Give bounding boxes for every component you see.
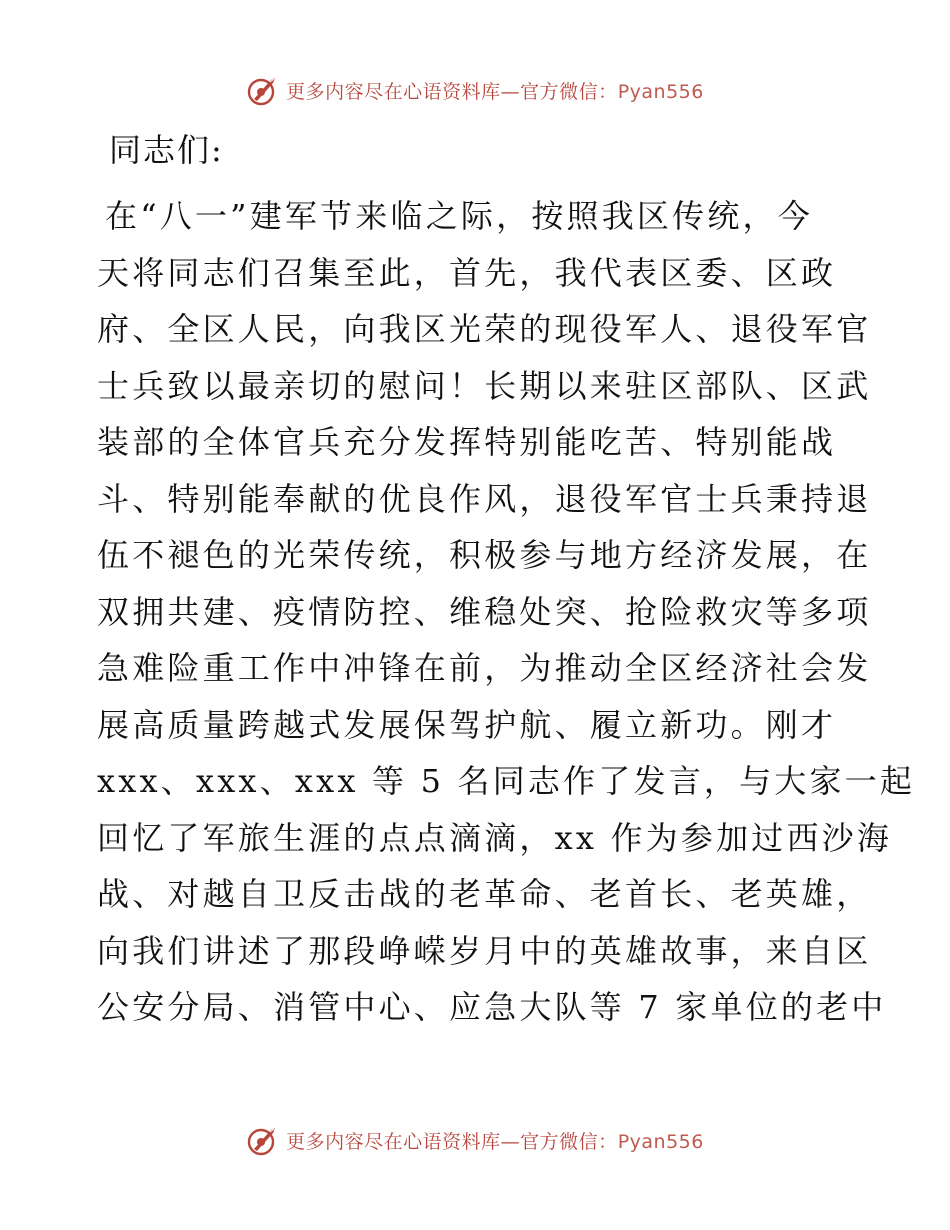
quill-ink-logo-icon (246, 1123, 280, 1157)
paragraph-line: 装部的全体官兵充分发挥特别能吃苦、特别能战 (97, 423, 837, 461)
quill-ink-logo-icon (246, 73, 280, 107)
paragraph-line: 战、对越自卫反击战的老革命、老首长、老英雄， (97, 875, 872, 913)
paragraph-line: 双拥共建、疫情防控、维稳处突、抢险救灾等多项 (97, 592, 872, 631)
header-brand-text: 更多内容尽在心语资料库 (286, 80, 501, 103)
header-contact-label: 官方微信： (520, 80, 618, 103)
footer-contact-id: Pyan556 (617, 1130, 704, 1153)
footer-separator: — (500, 1130, 521, 1153)
paragraph-line: xxx、xxx、xxx 等 5 名同志作了发言，与大家一起 (97, 762, 916, 800)
footer-brand-text: 更多内容尽在心语资料库 (286, 1130, 501, 1153)
paragraph-line: 斗、特别能奉献的优良作风，退役军官士兵秉持退 (97, 479, 872, 518)
paragraph-line: 士兵致以最亲切的慰问！长期以来驻区部队、区武 (97, 366, 872, 405)
paragraph-line: 在“八一”建军节来临之际，按照我区传统，今 (105, 197, 813, 235)
footer-contact-label: 官方微信： (520, 1130, 618, 1153)
paragraph-line: 急难险重工作中冲锋在前，为推动全区经济社会发 (97, 649, 872, 687)
paragraph-line: 回忆了军旅生涯的点点滴滴，xx 作为参加过西沙海 (97, 818, 893, 857)
header-contact-id: Pyan556 (617, 80, 704, 103)
document-body (97, 122, 916, 1036)
footer-watermark (0, 1120, 950, 1160)
paragraph-line: 展高质量跨越式发展保驾护航、履立新功。刚才 (97, 705, 837, 744)
paragraph-line: 府、全区人民，向我区光荣的现役军人、退役军官 (97, 310, 872, 348)
paragraph-line: 公安分局、消管中心、应急大队等 7 家单位的老中 (97, 988, 887, 1026)
header-watermark (0, 70, 950, 110)
paragraph-line: 天将同志们召集至此，首先，我代表区委、区政 (97, 253, 837, 292)
paragraph-line: 伍不褪色的光荣传统，积极参与地方经济发展，在 (97, 536, 872, 574)
header-separator: — (500, 80, 521, 103)
salutation: 同志们: (109, 131, 224, 169)
paragraph-line: 向我们讲述了那段峥嵘岁月中的英雄故事，来自区 (97, 931, 872, 970)
